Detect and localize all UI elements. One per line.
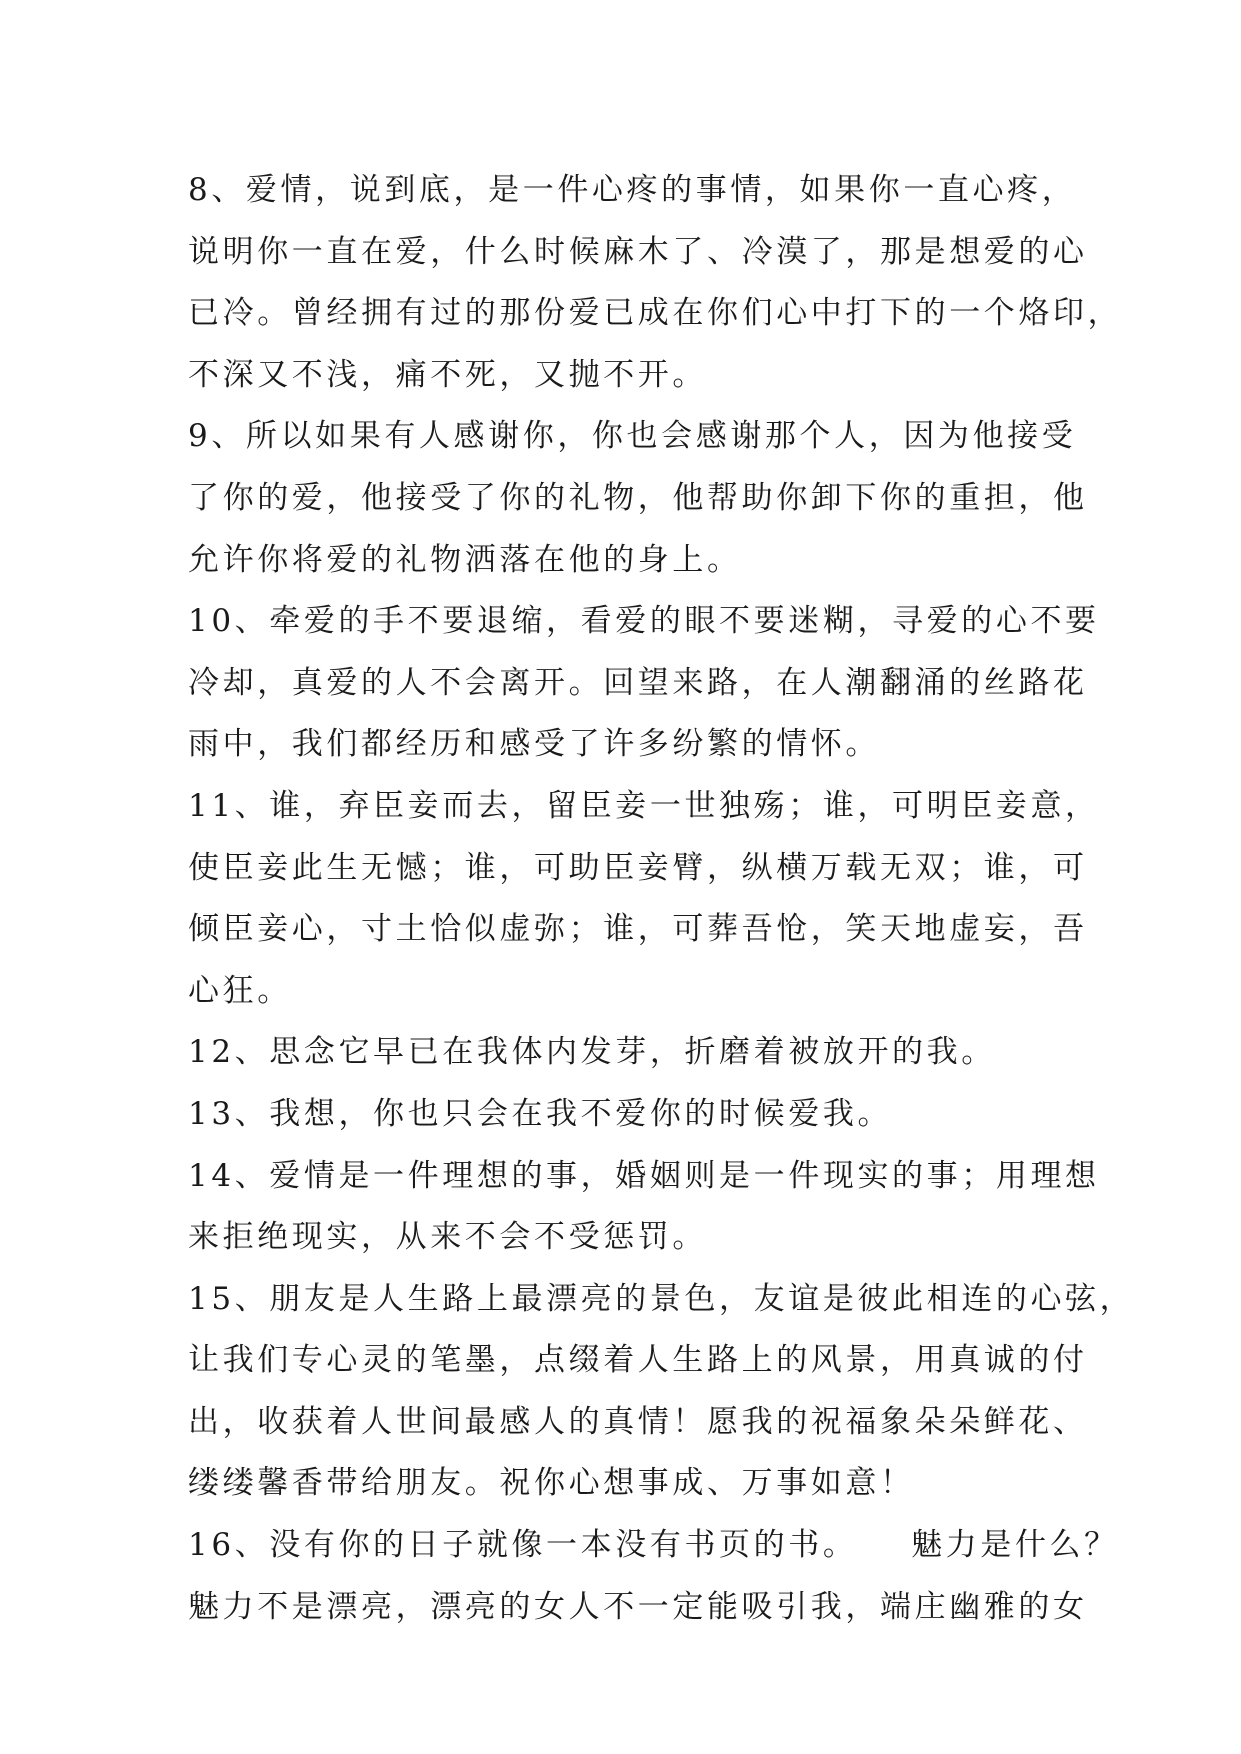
text-line: 11、谁，弃臣妾而去，留臣妾一世独殇；谁，可明臣妾意， (188, 787, 1100, 824)
quote-paragraph-8 (188, 160, 1123, 406)
text-line: 12、思念它早已在我体内发芽，折磨着被放开的我。 (188, 1034, 996, 1071)
text-line: 缕缕馨香带给朋友。祝你心想事成、万事如意！ (188, 1465, 915, 1502)
text-line: 了你的爱，他接受了你的礼物，他帮助你卸下你的重担，他 (188, 479, 1088, 516)
quote-paragraph-13 (188, 1084, 1088, 1146)
quote-paragraph-16 (188, 1515, 1119, 1638)
text-line: 13、我想，你也只会在我不爱你的时候爱我。 (188, 1095, 893, 1132)
text-line: 冷却，真爱的人不会离开。回望来路，在人潮翻涌的丝路花 (188, 664, 1088, 701)
text-line: 让我们专心灵的笔墨，点缀着人生路上的风景，用真诚的付 (188, 1342, 1088, 1379)
text-line: 来拒绝现实，从来不会不受惩罚。 (188, 1219, 707, 1256)
quote-paragraph-12 (188, 1022, 1088, 1084)
text-line: 使臣妾此生无憾；谁，可助臣妾臂，纵横万载无双；谁，可 (188, 849, 1088, 886)
text-line: 9、所以如果有人感谢你，你也会感谢那个人，因为他接受 (188, 418, 1077, 455)
text-line: 8、爱情，说到底，是一件心疼的事情，如果你一直心疼， (188, 172, 1077, 208)
text-line: 已冷。曾经拥有过的那份爱已成在你们心中打下的一个烙印， (188, 295, 1123, 332)
text-line: 魅力不是漂亮，漂亮的女人不一定能吸引我，端庄幽雅的女 (188, 1588, 1088, 1625)
text-line: 15、朋友是人生路上最漂亮的景色，友谊是彼此相连的心弦， (188, 1280, 1135, 1317)
text-line: 说明你一直在爱，什么时候麻木了、冷漠了，那是想爱的心 (188, 233, 1088, 270)
quote-paragraph-15 (188, 1269, 1135, 1515)
text-line: 不深又不浅，痛不死，又抛不开。 (188, 356, 707, 393)
document-body (188, 160, 1135, 1638)
quote-paragraph-11 (188, 776, 1100, 1022)
quote-paragraph-9 (188, 406, 1088, 591)
text-line: 10、牵爱的手不要退缩，看爱的眼不要迷糊，寻爱的心不要 (188, 603, 1100, 640)
text-line: 允许你将爱的礼物洒落在他的身上。 (188, 541, 742, 578)
text-line: 心狂。 (188, 972, 292, 1009)
quote-paragraph-10 (188, 591, 1100, 776)
quote-paragraph-14 (188, 1146, 1100, 1269)
text-line: 雨中，我们都经历和感受了许多纷繁的情怀。 (188, 726, 880, 763)
text-line: 出，收获着人世间最感人的真情！愿我的祝福象朵朵鲜花、 (188, 1403, 1088, 1440)
text-line: 14、爱情是一件理想的事，婚姻则是一件现实的事；用理想 (188, 1157, 1100, 1194)
text-line: 16、没有你的日子就像一本没有书页的书。 魅力是什么？ (188, 1527, 1119, 1564)
text-line: 倾臣妾心，寸土恰似虚弥；谁，可葬吾怆，笑天地虚妄，吾 (188, 911, 1088, 948)
